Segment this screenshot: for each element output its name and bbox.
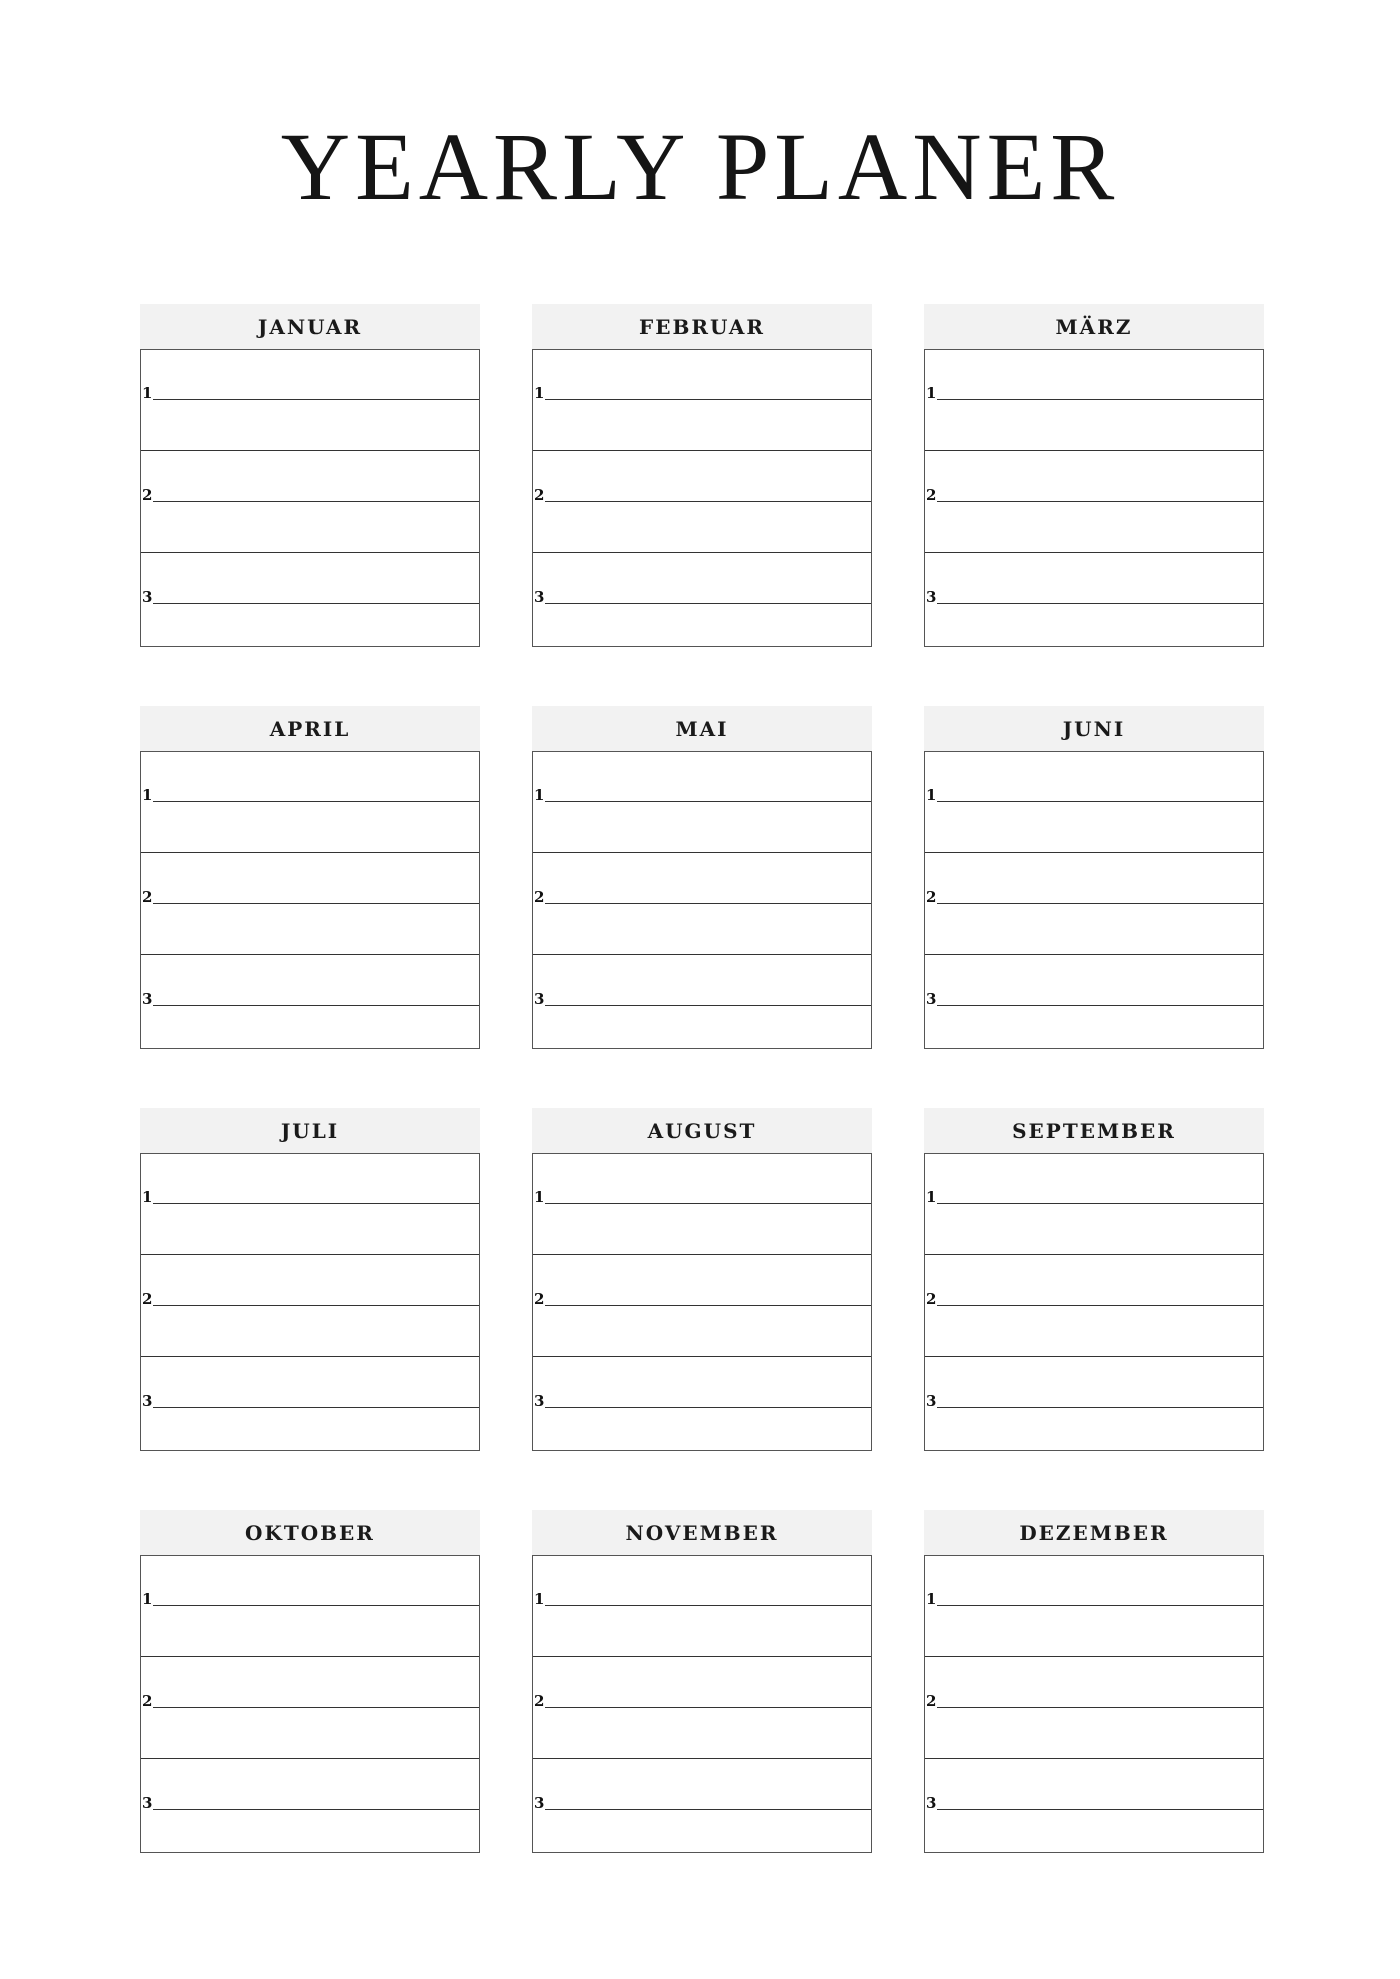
month-header: JANUAR [140, 304, 480, 349]
entry-divider [141, 852, 479, 853]
entry-row[interactable] [141, 1658, 479, 1708]
month-body [532, 1555, 872, 1853]
entry-row[interactable] [141, 1256, 479, 1306]
entry-number: 3 [534, 990, 545, 1008]
entry-divider [925, 450, 1263, 451]
entry-row[interactable] [533, 452, 871, 502]
entry-row[interactable] [533, 752, 871, 802]
entry-line [545, 1203, 871, 1204]
entry-row[interactable] [925, 1358, 1263, 1408]
month-header: FEBRUAR [532, 304, 872, 349]
entry-line [937, 501, 1263, 502]
entry-line [937, 603, 1263, 604]
entry-divider [925, 954, 1263, 955]
entry-line [545, 1809, 871, 1810]
entry-line [153, 1407, 479, 1408]
entry-line [153, 1605, 479, 1606]
entry-number: 3 [534, 1392, 545, 1410]
month-body [924, 349, 1264, 647]
entry-number: 1 [534, 384, 545, 402]
month-header: APRIL [140, 706, 480, 751]
entry-row[interactable] [925, 1154, 1263, 1204]
entry-divider [141, 1656, 479, 1657]
entry-number: 1 [142, 1188, 153, 1206]
entry-divider [925, 1758, 1263, 1759]
entry-divider [533, 552, 871, 553]
entry-row[interactable] [533, 1760, 871, 1810]
entry-line [937, 399, 1263, 400]
entry-line [545, 399, 871, 400]
entry-divider [533, 954, 871, 955]
entry-divider [141, 1356, 479, 1357]
month-block [532, 1108, 872, 1451]
month-body [924, 1555, 1264, 1853]
entry-row[interactable] [533, 854, 871, 904]
entry-line [937, 1305, 1263, 1306]
entry-line [545, 903, 871, 904]
entry-divider [533, 1356, 871, 1357]
month-block [532, 1510, 872, 1853]
entry-row[interactable] [141, 554, 479, 604]
entry-number: 3 [926, 990, 937, 1008]
entry-row[interactable] [141, 1760, 479, 1810]
entry-divider [533, 1758, 871, 1759]
entry-number: 1 [926, 1590, 937, 1608]
entry-row[interactable] [533, 956, 871, 1006]
month-block [924, 304, 1264, 647]
month-header: MAI [532, 706, 872, 751]
entry-line [937, 1605, 1263, 1606]
entry-row[interactable] [533, 350, 871, 400]
month-block [924, 1510, 1264, 1853]
entry-number: 3 [926, 588, 937, 606]
month-header: JUNI [924, 706, 1264, 751]
entry-line [937, 1407, 1263, 1408]
month-header: AUGUST [532, 1108, 872, 1153]
entry-line [153, 1809, 479, 1810]
entry-row[interactable] [925, 350, 1263, 400]
entry-number: 1 [926, 384, 937, 402]
month-header: OKTOBER [140, 1510, 480, 1555]
entry-line [153, 1203, 479, 1204]
month-block [532, 304, 872, 647]
entry-number: 1 [926, 786, 937, 804]
month-grid [140, 304, 1264, 1853]
entry-number: 1 [142, 1590, 153, 1608]
entry-row[interactable] [925, 452, 1263, 502]
entry-number: 2 [534, 888, 545, 906]
entry-line [153, 801, 479, 802]
entry-row[interactable] [533, 1556, 871, 1606]
entry-divider [533, 852, 871, 853]
month-body [532, 1153, 872, 1451]
entry-row[interactable] [925, 1760, 1263, 1810]
entry-number: 2 [534, 1692, 545, 1710]
entry-divider [925, 1356, 1263, 1357]
entry-row[interactable] [141, 452, 479, 502]
entry-line [937, 903, 1263, 904]
entry-number: 1 [142, 786, 153, 804]
entry-line [153, 1005, 479, 1006]
entry-row[interactable] [925, 1556, 1263, 1606]
entry-number: 1 [534, 1188, 545, 1206]
month-block [140, 304, 480, 647]
entry-row[interactable] [925, 554, 1263, 604]
entry-number: 2 [142, 1692, 153, 1710]
entry-row[interactable] [925, 854, 1263, 904]
entry-line [545, 501, 871, 502]
month-body [924, 1153, 1264, 1451]
entry-divider [141, 954, 479, 955]
month-body [924, 751, 1264, 1049]
entry-line [937, 1005, 1263, 1006]
entry-row[interactable] [141, 1358, 479, 1408]
entry-number: 2 [142, 486, 153, 504]
month-block [924, 1108, 1264, 1451]
entry-row[interactable] [141, 752, 479, 802]
entry-row[interactable] [925, 1256, 1263, 1306]
entry-line [153, 603, 479, 604]
entry-row[interactable] [925, 752, 1263, 802]
entry-line [153, 903, 479, 904]
entry-row[interactable] [533, 1256, 871, 1306]
entry-row[interactable] [925, 1658, 1263, 1708]
entry-line [153, 399, 479, 400]
entry-row[interactable] [925, 956, 1263, 1006]
entry-row[interactable] [533, 1154, 871, 1204]
entry-row[interactable] [141, 1154, 479, 1204]
page-title: YEARLY PLANER [280, 113, 1120, 220]
entry-number: 2 [142, 888, 153, 906]
entry-number: 2 [926, 888, 937, 906]
entry-line [937, 801, 1263, 802]
entry-line [545, 1005, 871, 1006]
month-block [140, 1510, 480, 1853]
month-header: DEZEMBER [924, 1510, 1264, 1555]
entry-divider [141, 552, 479, 553]
month-header: SEPTEMBER [924, 1108, 1264, 1153]
entry-line [153, 1707, 479, 1708]
entry-number: 2 [534, 486, 545, 504]
month-header: MÄRZ [924, 304, 1264, 349]
entry-row[interactable] [533, 1658, 871, 1708]
entry-divider [141, 450, 479, 451]
entry-row[interactable] [533, 554, 871, 604]
entry-number: 2 [926, 1692, 937, 1710]
month-body [140, 349, 480, 647]
entry-row[interactable] [141, 1556, 479, 1606]
entry-divider [533, 450, 871, 451]
entry-number: 1 [534, 786, 545, 804]
entry-line [545, 1305, 871, 1306]
entry-row[interactable] [141, 350, 479, 400]
entry-divider [925, 552, 1263, 553]
entry-line [937, 1707, 1263, 1708]
month-body [140, 1153, 480, 1451]
entry-row[interactable] [141, 854, 479, 904]
entry-line [545, 801, 871, 802]
entry-number: 1 [142, 384, 153, 402]
entry-line [545, 1707, 871, 1708]
entry-number: 2 [534, 1290, 545, 1308]
entry-line [937, 1809, 1263, 1810]
entry-line [153, 1305, 479, 1306]
month-header: JULI [140, 1108, 480, 1153]
entry-divider [925, 1254, 1263, 1255]
entry-divider [925, 1656, 1263, 1657]
month-body [532, 349, 872, 647]
month-block [140, 706, 480, 1049]
entry-row[interactable] [533, 1358, 871, 1408]
entry-divider [533, 1656, 871, 1657]
entry-divider [141, 1758, 479, 1759]
month-block [924, 706, 1264, 1049]
entry-number: 3 [926, 1794, 937, 1812]
entry-number: 3 [534, 1794, 545, 1812]
entry-number: 1 [926, 1188, 937, 1206]
entry-line [545, 1407, 871, 1408]
month-body [140, 1555, 480, 1853]
entry-number: 1 [534, 1590, 545, 1608]
entry-divider [141, 1254, 479, 1255]
entry-line [545, 603, 871, 604]
entry-number: 3 [534, 588, 545, 606]
entry-line [153, 501, 479, 502]
entry-line [545, 1605, 871, 1606]
month-block [140, 1108, 480, 1451]
month-header: NOVEMBER [532, 1510, 872, 1555]
entry-number: 2 [926, 486, 937, 504]
entry-number: 3 [142, 1392, 153, 1410]
month-body [140, 751, 480, 1049]
entry-number: 2 [926, 1290, 937, 1308]
entry-number: 3 [926, 1392, 937, 1410]
month-body [532, 751, 872, 1049]
entry-number: 3 [142, 990, 153, 1008]
month-block [532, 706, 872, 1049]
entry-number: 3 [142, 588, 153, 606]
entry-divider [533, 1254, 871, 1255]
entry-divider [925, 852, 1263, 853]
entry-row[interactable] [141, 956, 479, 1006]
entry-number: 3 [142, 1794, 153, 1812]
entry-number: 2 [142, 1290, 153, 1308]
entry-line [937, 1203, 1263, 1204]
